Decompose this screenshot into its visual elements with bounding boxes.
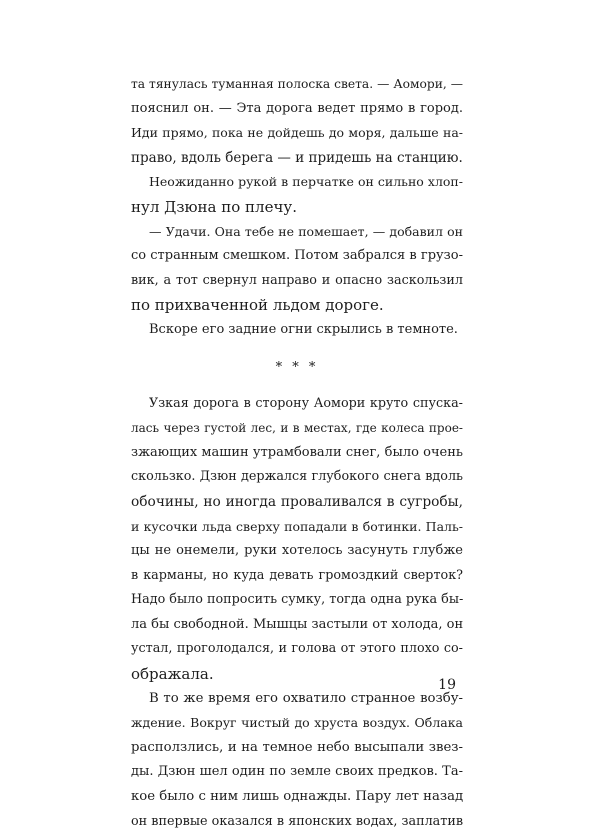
body-text xyxy=(131,72,463,834)
text-line: кое было с ним лишь однажды. Пару лет назад xyxy=(131,789,463,805)
section-separator: * * * xyxy=(275,359,319,375)
text-line: и кусочки льда сверху попадали в ботинки. Паль- xyxy=(131,518,463,534)
text-line: та тянулась туманная полоска света. — Аомори, — xyxy=(131,77,463,91)
text-line: лась через густой лес, и в местах, где колеса прое- xyxy=(131,421,463,436)
text-line: ды. Дзюн шел один по земле своих предков. Та- xyxy=(131,764,463,780)
text-line: Неожиданно рукой в перчатке он сильно хлоп- xyxy=(149,174,463,190)
page-number: 19 xyxy=(438,677,456,693)
text-line: ла бы свободной. Мышцы застыли от холода, он xyxy=(131,616,463,632)
text-line: Надо было попросить сумку, тогда одна рука бы- xyxy=(131,592,463,608)
text-line: В то же время его охватило странное возбу- xyxy=(149,690,463,706)
text-line: со странным смешком. Потом забрался в грузо- xyxy=(131,248,463,264)
text-line: зжающих машин утрамбовали снег, было очень xyxy=(131,444,463,460)
text-line: в карманы, но куда девать громоздкий сверток? xyxy=(131,567,463,583)
text-line: он впервые оказался в японских водах, заплатив xyxy=(131,813,463,829)
text-line: пояснил он. — Эта дорога ведет прямо в город. xyxy=(131,100,463,116)
text-line: — Удачи. Она тебе не помешает, — добавил он xyxy=(149,223,463,239)
text-line: скользко. Дзюн держался глубокого снега вдоль xyxy=(131,469,463,485)
text-line: Иди прямо, пока не дойдешь до моря, дальше на- xyxy=(131,125,463,141)
text-line: вик, а тот свернул направо и опасно заскользил xyxy=(131,272,463,288)
text-line: обочины, но иногда проваливался в сугробы, xyxy=(131,493,463,510)
text-line: нул Дзюна по плечу. xyxy=(131,197,297,216)
text-line: устал, проголодался, и голова от этого плохо со- xyxy=(131,641,463,657)
text-line: ждение. Вокруг чистый до хруста воздух. Облака xyxy=(131,715,463,731)
text-line: расползлись, и на темное небо высыпали звез- xyxy=(131,739,463,755)
text-line: право, вдоль берега — и придешь на станцию. xyxy=(131,149,463,166)
text-line: Узкая дорога в сторону Аомори круто спуска- xyxy=(149,395,463,411)
text-line: Вскоре его задние огни скрылись в темноте. xyxy=(149,321,458,337)
text-line: цы не онемели, руки хотелось засунуть глубже xyxy=(131,543,463,559)
text-line: по прихваченной льдом дороге. xyxy=(131,296,384,315)
text-line: ображала. xyxy=(131,665,214,684)
